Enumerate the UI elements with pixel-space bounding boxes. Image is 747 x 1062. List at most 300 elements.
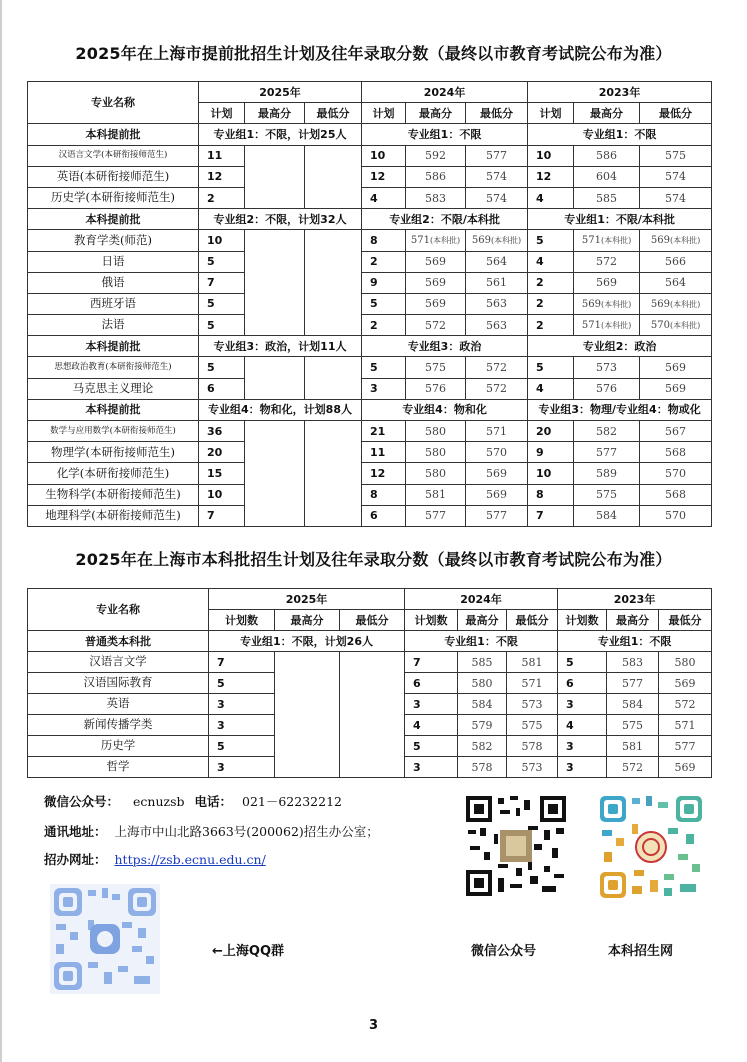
major-name: 数学与应用数学(本研衔接师范生) — [28, 421, 199, 442]
major-name: 西班牙语 — [28, 293, 199, 314]
table-row — [28, 442, 712, 463]
max-2023-value: 583 — [622, 655, 644, 669]
group-2024: 专业组1：不限 — [362, 124, 528, 145]
major-name: 化学(本研衔接师范生) — [28, 463, 199, 484]
major-name: 汉语言文学(本研衔接师范生) — [28, 145, 199, 166]
plan-2025: 5 — [209, 673, 275, 694]
min-2023-value: 564 — [665, 276, 687, 290]
min-2024-value: 575 — [521, 718, 543, 732]
plan-column-header: 计划 — [199, 103, 245, 124]
min-2024 — [466, 272, 528, 293]
website-label: 招办网址： — [44, 852, 107, 867]
min-2023-value: 580 — [674, 655, 696, 669]
early-batch-table — [27, 81, 712, 527]
table-row — [28, 315, 712, 336]
plan-2024: 10 — [362, 145, 406, 166]
max-2023-value: 575 — [596, 488, 618, 502]
max-2023 — [574, 442, 640, 463]
min-2023 — [659, 736, 712, 757]
max-score-column-header: 最高分 — [275, 610, 340, 631]
year-2025-header: 2025年 — [209, 589, 405, 610]
plan-2023: 7 — [528, 505, 574, 526]
min-2024 — [466, 421, 528, 442]
group-header-row — [28, 209, 712, 230]
min-2024-value: 573 — [521, 697, 543, 711]
min-2025-empty — [340, 652, 405, 778]
min-2023-value: 570 — [665, 466, 687, 480]
plan-column-header: 计划数 — [405, 610, 458, 631]
min-2023-value: 569 — [650, 298, 670, 310]
min-2023 — [659, 673, 712, 694]
max-2024-value: 569 — [425, 297, 447, 311]
max-2024 — [406, 145, 466, 166]
group-2023: 专业组1：不限 — [528, 124, 712, 145]
max-2024 — [406, 442, 466, 463]
max-2023-value: 569 — [581, 298, 601, 310]
max-2024 — [458, 715, 507, 736]
max-2024-value: 583 — [425, 191, 447, 205]
min-2023-note: (本科批) — [669, 321, 701, 331]
qq-group-caption: ←上海QQ群 — [212, 944, 284, 959]
max-score-column-header: 最高分 — [607, 610, 659, 631]
max-2023-value: 572 — [622, 760, 644, 774]
group-2025: 专业组4：物和化，计划88人 — [199, 399, 362, 420]
plan-2023: 2 — [528, 315, 574, 336]
max-2024 — [406, 315, 466, 336]
max-2023 — [574, 293, 640, 314]
max-2024 — [406, 357, 466, 378]
group-2025: 专业组3：政治，计划11人 — [199, 336, 362, 357]
website-caption: 本科招生网 — [608, 944, 674, 959]
table-row — [28, 272, 712, 293]
table-row — [28, 484, 712, 505]
max-2023 — [574, 251, 640, 272]
major-name: 汉语国际教育 — [28, 673, 209, 694]
table-row — [28, 230, 712, 251]
max-2023-value: 589 — [596, 466, 618, 480]
table-row — [28, 166, 712, 187]
min-2023 — [640, 166, 712, 187]
min-2024 — [466, 442, 528, 463]
min-2024 — [507, 736, 558, 757]
max-2024-value: 578 — [471, 760, 493, 774]
min-2023-value: 568 — [665, 445, 687, 459]
plan-2023: 3 — [558, 694, 607, 715]
plan-column-header: 计划 — [362, 103, 406, 124]
batch-name: 本科提前批 — [28, 399, 199, 420]
group-header-row — [28, 631, 712, 652]
max-2024-value: 575 — [425, 361, 447, 375]
min-2024 — [466, 145, 528, 166]
min-2024 — [466, 187, 528, 208]
max-2024-value: 580 — [425, 424, 447, 438]
min-2025-empty — [305, 145, 362, 209]
min-2023 — [659, 694, 712, 715]
table-row — [28, 505, 712, 526]
max-2023 — [574, 463, 640, 484]
max-2025-empty — [275, 652, 340, 778]
group-2025: 专业组1：不限，计划25人 — [199, 124, 362, 145]
plan-2023: 4 — [528, 187, 574, 208]
max-2023 — [574, 272, 640, 293]
plan-2025: 5 — [209, 736, 275, 757]
plan-2023: 8 — [528, 484, 574, 505]
min-2024-value: 570 — [486, 445, 508, 459]
max-2023-value: 572 — [596, 255, 618, 269]
max-2024 — [458, 652, 507, 673]
group-2025: 专业组1：不限，计划26人 — [209, 631, 405, 652]
max-2024-value: 579 — [471, 718, 493, 732]
min-2023-value: 570 — [650, 320, 670, 332]
plan-2023: 3 — [558, 757, 607, 778]
min-2024-value: 569 — [486, 488, 508, 502]
max-2024 — [406, 293, 466, 314]
max-2024-value: 580 — [425, 466, 447, 480]
major-name: 物理学(本研衔接师范生) — [28, 442, 199, 463]
max-2024-note: (本科批) — [429, 236, 461, 246]
min-score-column-header: 最低分 — [659, 610, 712, 631]
min-2023 — [640, 145, 712, 166]
major-name: 俄语 — [28, 272, 199, 293]
max-2023 — [574, 230, 640, 251]
plan-2024: 21 — [362, 421, 406, 442]
plan-2023: 3 — [558, 736, 607, 757]
plan-2025: 36 — [199, 421, 245, 442]
min-2023-value: 575 — [665, 149, 687, 163]
min-2024-value: 569 — [486, 466, 508, 480]
min-2023 — [640, 442, 712, 463]
wechat-label: 微信公众号： — [44, 794, 120, 809]
major-name: 新闻传播学类 — [28, 715, 209, 736]
min-2023 — [640, 230, 712, 251]
major-name: 历史学(本研衔接师范生) — [28, 187, 199, 208]
group-2023: 专业组1：不限 — [558, 631, 712, 652]
contact-address — [44, 822, 379, 840]
max-2024-value: 582 — [471, 739, 493, 753]
plan-2024: 12 — [362, 166, 406, 187]
max-2025-empty — [245, 357, 305, 399]
min-2024 — [466, 230, 528, 251]
contact-website — [44, 850, 266, 868]
min-2024 — [507, 715, 558, 736]
address-value: 上海市中山北路3663号(200062)招生办公室； — [114, 824, 379, 839]
max-2024 — [458, 736, 507, 757]
batch-name: 本科提前批 — [28, 336, 199, 357]
table-row — [28, 251, 712, 272]
min-2024-value: 561 — [486, 276, 508, 290]
group-header-row — [28, 399, 712, 420]
min-2024-value: 574 — [486, 191, 508, 205]
min-2023-value: 577 — [674, 739, 696, 753]
batch-name: 本科提前批 — [28, 209, 199, 230]
max-2024-value: 581 — [425, 488, 447, 502]
max-score-column-header: 最高分 — [574, 103, 640, 124]
plan-2024: 2 — [362, 251, 406, 272]
plan-2025: 5 — [199, 251, 245, 272]
max-2024-value: 586 — [425, 170, 447, 184]
min-2024-value: 577 — [486, 509, 508, 523]
plan-2024: 12 — [362, 463, 406, 484]
plan-column-header: 计划数 — [558, 610, 607, 631]
plan-2025: 15 — [199, 463, 245, 484]
max-2024-value: 592 — [425, 149, 447, 163]
min-2025-empty — [305, 421, 362, 527]
min-2023-value: 574 — [665, 191, 687, 205]
plan-2023: 2 — [528, 272, 574, 293]
max-2023 — [574, 505, 640, 526]
max-2024-value: 584 — [471, 697, 493, 711]
plan-2025: 12 — [199, 166, 245, 187]
group-2024: 专业组3：政治 — [362, 336, 528, 357]
min-2023-value: 570 — [665, 509, 687, 523]
plan-2024: 3 — [405, 694, 458, 715]
regular-batch-title: 2025年在上海市本科批招生计划及往年录取分数（最终以市教育考试院公布为准） — [75, 550, 672, 569]
major-name: 汉语言文学 — [28, 652, 209, 673]
plan-2024: 8 — [362, 230, 406, 251]
max-2023-note: (本科批) — [600, 299, 632, 309]
major-name: 英语(本研衔接师范生) — [28, 166, 199, 187]
plan-2023: 5 — [528, 230, 574, 251]
min-2024-value: 573 — [521, 760, 543, 774]
year-2025-header: 2025年 — [199, 82, 362, 103]
min-2024-value: 563 — [486, 318, 508, 332]
min-2023 — [640, 187, 712, 208]
plan-2025: 5 — [199, 293, 245, 314]
plan-2023: 10 — [528, 463, 574, 484]
min-2024-note: (本科批) — [490, 236, 522, 246]
max-2023 — [607, 757, 659, 778]
min-2023 — [640, 272, 712, 293]
max-2023-value: 584 — [596, 509, 618, 523]
min-2023-value: 569 — [665, 382, 687, 396]
max-2025-empty — [245, 230, 305, 336]
max-2023 — [607, 715, 659, 736]
min-score-column-header: 最低分 — [466, 103, 528, 124]
plan-2025: 7 — [209, 652, 275, 673]
min-2023 — [640, 484, 712, 505]
plan-2025: 11 — [199, 145, 245, 166]
min-2024-value: 572 — [486, 361, 508, 375]
max-2023 — [574, 484, 640, 505]
max-2023-value: 577 — [622, 676, 644, 690]
plan-2024: 3 — [362, 378, 406, 399]
min-2023-value: 566 — [665, 255, 687, 269]
group-2024: 专业组1：不限 — [405, 631, 558, 652]
major-name: 马克思主义理论 — [28, 378, 199, 399]
phone-label: 电话： — [194, 794, 233, 809]
group-2023: 专业组3：物理/专业组4：物或化 — [528, 399, 712, 420]
major-name: 生物科学(本研衔接师范生) — [28, 484, 199, 505]
year-2023-header: 2023年 — [558, 589, 712, 610]
max-2023 — [607, 673, 659, 694]
max-2023 — [574, 187, 640, 208]
min-2024-value: 574 — [486, 170, 508, 184]
min-score-column-header: 最低分 — [640, 103, 712, 124]
min-2024 — [466, 166, 528, 187]
plan-2023: 2 — [528, 293, 574, 314]
group-2023: 专业组1：不限/本科批 — [528, 209, 712, 230]
major-name: 历史学 — [28, 736, 209, 757]
group-2024: 专业组2：不限/本科批 — [362, 209, 528, 230]
plan-2023: 9 — [528, 442, 574, 463]
min-score-column-header: 最低分 — [340, 610, 405, 631]
major-name: 哲学 — [28, 757, 209, 778]
max-2024 — [406, 187, 466, 208]
plan-2025: 6 — [199, 378, 245, 399]
max-2023 — [607, 736, 659, 757]
min-2024-value: 572 — [486, 382, 508, 396]
plan-2025: 10 — [199, 484, 245, 505]
plan-2025: 5 — [199, 357, 245, 378]
major-name: 日语 — [28, 251, 199, 272]
max-2024-value: 569 — [425, 255, 447, 269]
plan-2023: 5 — [528, 357, 574, 378]
plan-2025: 3 — [209, 715, 275, 736]
max-2025-empty — [245, 421, 305, 527]
min-2023-note: (本科批) — [669, 236, 701, 246]
max-2023-value: 576 — [596, 382, 618, 396]
min-2024-value: 577 — [486, 149, 508, 163]
wechat-caption: 微信公众号 — [471, 944, 537, 959]
page-number: 3 — [368, 1018, 379, 1033]
min-2024-value: 569 — [471, 235, 491, 247]
plan-2025: 7 — [199, 505, 245, 526]
max-2023-value: 577 — [596, 445, 618, 459]
plan-2025: 2 — [199, 187, 245, 208]
min-2024 — [507, 652, 558, 673]
plan-2025: 10 — [199, 230, 245, 251]
min-2023-value: 574 — [665, 170, 687, 184]
plan-2024: 3 — [405, 757, 458, 778]
max-2024-value: 569 — [425, 276, 447, 290]
min-2024 — [466, 357, 528, 378]
max-2023-value: 571 — [581, 320, 601, 332]
year-2024-header: 2024年 — [362, 82, 528, 103]
max-2024-value: 572 — [425, 318, 447, 332]
max-2023 — [607, 652, 659, 673]
major-name-header: 专业名称 — [28, 589, 209, 631]
max-2024-value: 585 — [471, 655, 493, 669]
min-2023-value: 571 — [674, 718, 696, 732]
table-row — [28, 293, 712, 314]
min-2023 — [659, 715, 712, 736]
group-2023: 专业组2：政治 — [528, 336, 712, 357]
max-2024 — [406, 251, 466, 272]
min-2024-value: 571 — [486, 424, 508, 438]
min-2023-value: 572 — [674, 697, 696, 711]
max-2023-value: 575 — [622, 718, 644, 732]
header-row-years — [28, 82, 712, 103]
max-2023-value: 584 — [622, 697, 644, 711]
min-2023 — [640, 421, 712, 442]
min-score-column-header: 最低分 — [305, 103, 362, 124]
max-2023-value: 582 — [596, 424, 618, 438]
plan-2024: 7 — [405, 652, 458, 673]
min-2024 — [466, 251, 528, 272]
min-2024 — [466, 315, 528, 336]
plan-2025: 5 — [199, 315, 245, 336]
min-2023 — [640, 378, 712, 399]
max-2023-note: (本科批) — [600, 236, 632, 246]
plan-2024: 4 — [362, 187, 406, 208]
min-2024 — [507, 694, 558, 715]
min-2023-value: 567 — [665, 424, 687, 438]
max-2024-value: 577 — [425, 509, 447, 523]
max-2024 — [406, 463, 466, 484]
plan-column-header: 计划数 — [209, 610, 275, 631]
min-2023 — [640, 251, 712, 272]
group-header-row — [28, 124, 712, 145]
max-2023-value: 586 — [596, 149, 618, 163]
plan-2025: 3 — [209, 757, 275, 778]
min-2024 — [466, 378, 528, 399]
website-qr-code — [598, 794, 704, 900]
max-2025-empty — [245, 145, 305, 209]
min-2023 — [640, 505, 712, 526]
plan-2023: 5 — [558, 652, 607, 673]
group-2025: 专业组2：不限，计划32人 — [199, 209, 362, 230]
max-2023-note: (本科批) — [600, 321, 632, 331]
year-2024-header: 2024年 — [405, 589, 558, 610]
max-2024 — [406, 272, 466, 293]
min-2024-value: 578 — [521, 739, 543, 753]
plan-2024: 6 — [362, 505, 406, 526]
plan-2024: 11 — [362, 442, 406, 463]
major-name: 英语 — [28, 694, 209, 715]
major-name-header: 专业名称 — [28, 82, 199, 124]
website-link[interactable]: https://zsb.ecnu.edu.cn/ — [114, 852, 266, 867]
max-2024 — [458, 757, 507, 778]
plan-2023: 10 — [528, 145, 574, 166]
page-border — [0, 0, 2, 1062]
min-2024 — [466, 484, 528, 505]
max-2024 — [406, 505, 466, 526]
min-2023-value: 569 — [674, 676, 696, 690]
min-2024-value: 581 — [521, 655, 543, 669]
max-2024 — [406, 230, 466, 251]
plan-2023: 20 — [528, 421, 574, 442]
contact-wechat-phone — [44, 792, 342, 810]
max-2023-value: 569 — [596, 276, 618, 290]
max-2023 — [574, 315, 640, 336]
min-2024 — [466, 293, 528, 314]
plan-2023: 6 — [558, 673, 607, 694]
min-2024 — [466, 505, 528, 526]
plan-2025: 20 — [199, 442, 245, 463]
max-2024 — [406, 421, 466, 442]
phone-number: 021－62232212 — [242, 794, 342, 809]
max-score-column-header: 最高分 — [458, 610, 507, 631]
group-header-row — [28, 336, 712, 357]
major-name: 思想政治教育(本研衔接师范生) — [28, 357, 199, 378]
plan-2023: 12 — [528, 166, 574, 187]
wechat-qr-code — [464, 794, 568, 898]
plan-2024: 4 — [405, 715, 458, 736]
min-2023 — [640, 463, 712, 484]
min-2023-note: (本科批) — [669, 299, 701, 309]
min-2023 — [659, 652, 712, 673]
min-score-column-header: 最低分 — [507, 610, 558, 631]
plan-2023: 4 — [528, 251, 574, 272]
min-2024-value: 571 — [521, 676, 543, 690]
min-2023-value: 569 — [674, 760, 696, 774]
plan-2024: 5 — [405, 736, 458, 757]
group-2024: 专业组4：物和化 — [362, 399, 528, 420]
max-2023-value: 585 — [596, 191, 618, 205]
max-2024-value: 576 — [425, 382, 447, 396]
max-2023 — [574, 145, 640, 166]
max-2023-value: 604 — [596, 170, 618, 184]
